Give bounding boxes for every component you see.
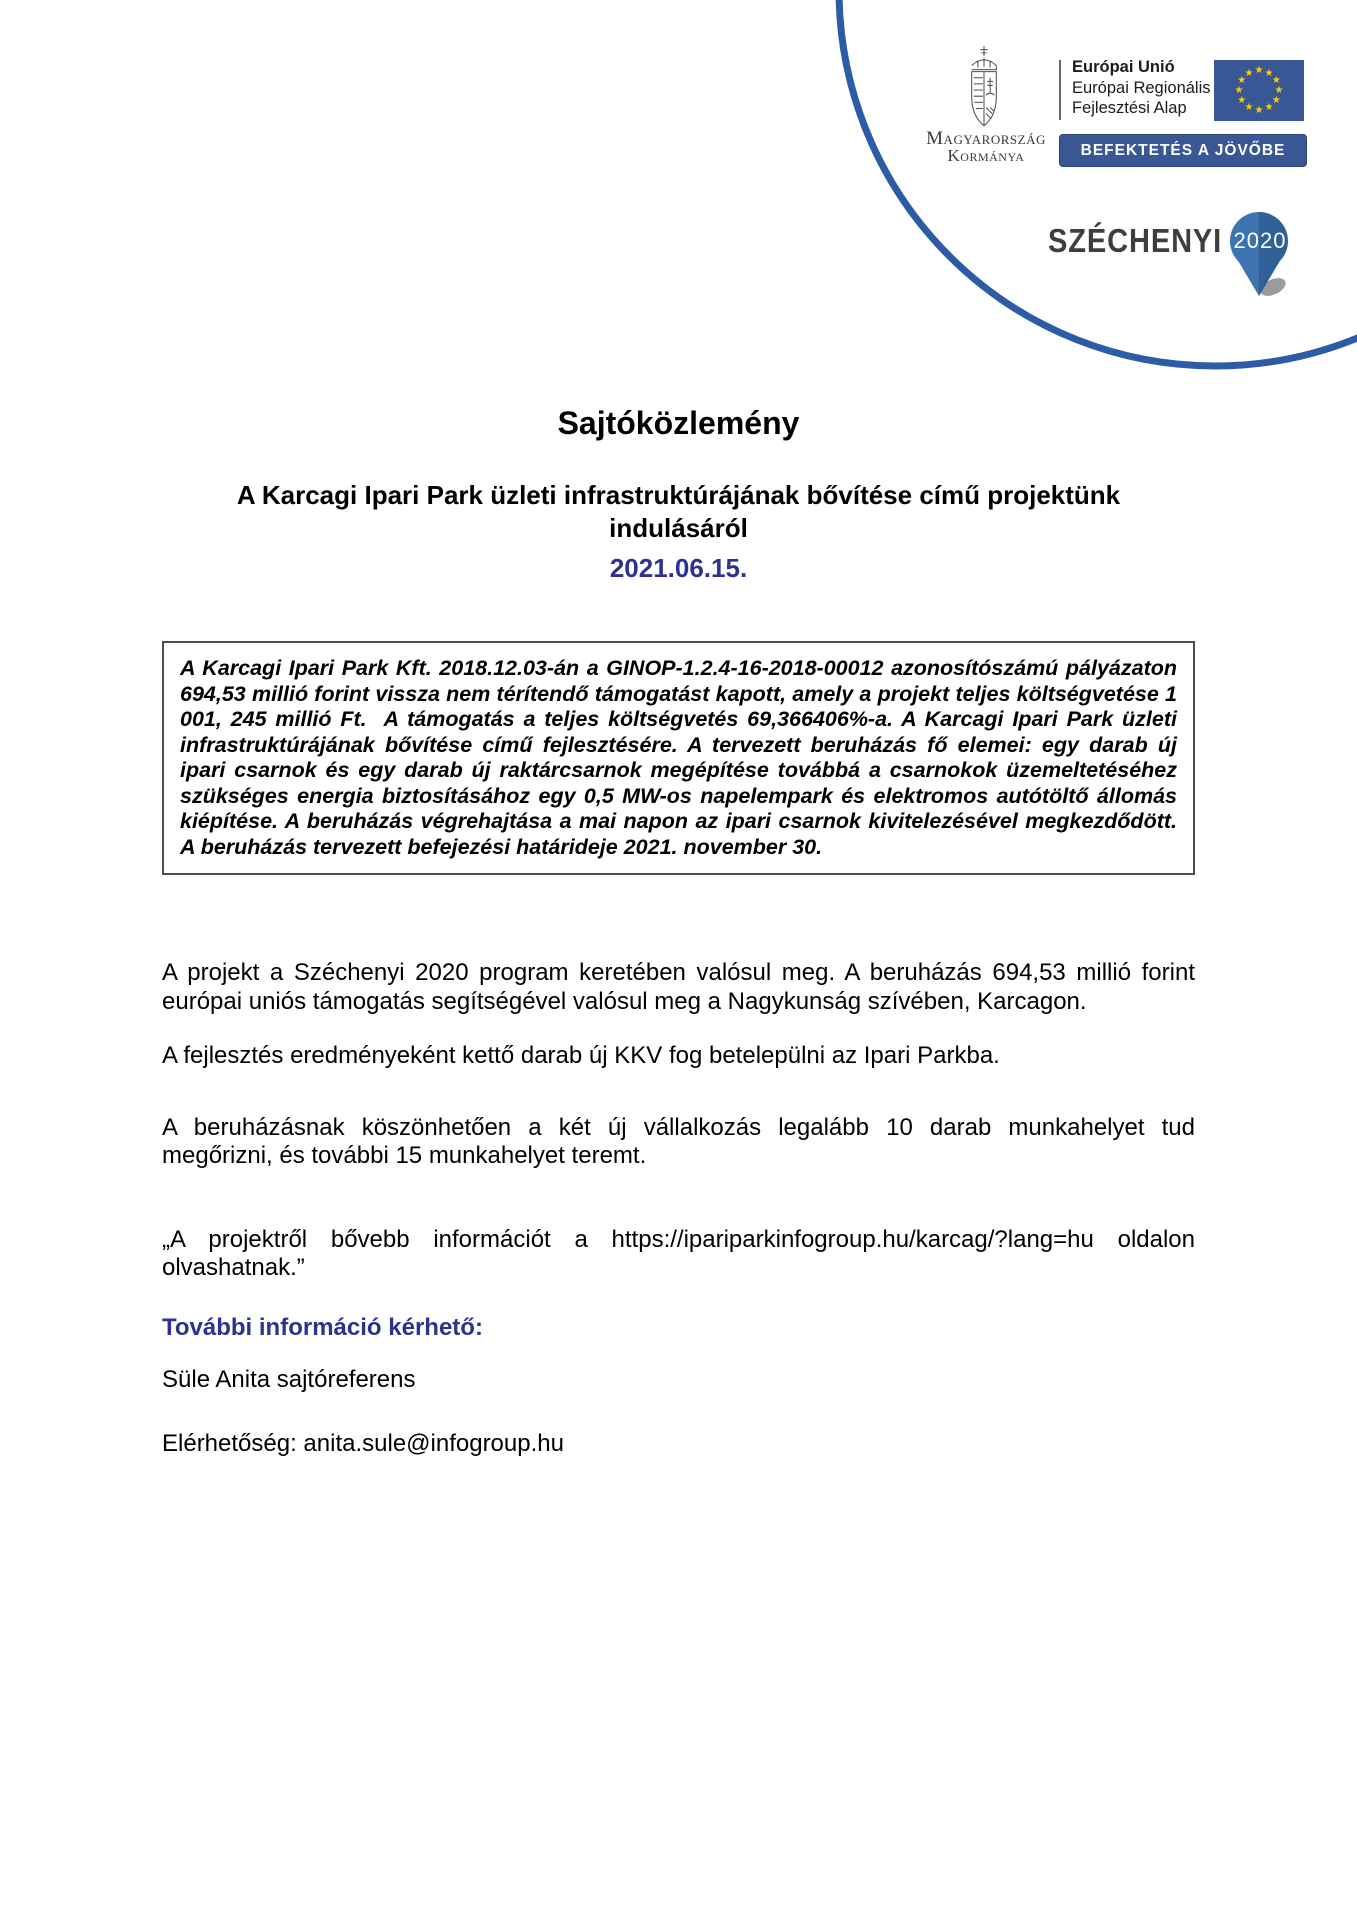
szechenyi-wordmark: SZÉCHENYI xyxy=(1048,222,1223,259)
eu-star-icon: ★ xyxy=(1274,85,1284,96)
eu-star-icon: ★ xyxy=(1244,67,1254,79)
eu-star-icon: ★ xyxy=(1264,67,1274,79)
body-paragraph: A fejlesztés eredményeként kettő darab új KKV fog betelepülni az Ipari Parkba. xyxy=(162,1042,1000,1069)
document-body xyxy=(162,0,1195,1458)
eu-star-icon: ★ xyxy=(1237,75,1247,86)
contact-email-line: Elérhetőség: anita.sule@infogroup.hu xyxy=(162,1429,564,1457)
eu-star-icon: ★ xyxy=(1237,95,1247,106)
investment-badge: BEFEKTETÉS A JÖVŐBE xyxy=(1059,134,1307,167)
body-paragraph-with-url: „A projektről bővebb információt a https://ipariparkinfogroup.hu/karcag/?lang=hu oldalon olvashatnak.” xyxy=(162,1225,1195,1281)
eu-star-icon: ★ xyxy=(1271,95,1281,106)
more-info-heading: További információ kérhető: xyxy=(162,1313,483,1341)
eu-fund-line3: Fejlesztési Alap xyxy=(1072,99,1187,117)
eu-fund-line1: Európai Unió xyxy=(1072,58,1175,76)
eu-fund-line2: Európai Regionális xyxy=(1072,78,1211,97)
document-date: 2021.06.15. xyxy=(609,553,748,583)
body-paragraph: A projekt a Széchenyi 2020 program keretében valósul meg. A beruházás 694,53 millió forint európai uniós támogatás segítségével valósul meg a Nagykunság szívében, Karcagon. xyxy=(162,959,1195,1015)
eu-star-icon: ★ xyxy=(1244,102,1254,114)
document-subtitle: A Karcagi Ipari Park üzleti infrastruktúrájának bővítése című projektünk indulásáról xyxy=(236,480,1121,543)
eu-flag-icon xyxy=(1214,60,1304,121)
body-paragraph: A beruházásnak köszönhetően a két új vállalkozás legalább 10 darab munkahelyet tud megőrizni, és további 15 munkahelyet teremt. xyxy=(162,1113,1195,1169)
eu-star-icon: ★ xyxy=(1264,102,1274,114)
page-title: Sajtóközlemény xyxy=(557,405,800,441)
government-line1: Magyarország xyxy=(926,128,1046,149)
lead-summary-box: A Karcagi Ipari Park Kft. 2018.12.03-án a GINOP-1.2.4-16-2018-00012 azonosítószámú pályázaton 694,53 millió forint vissza nem térítendő támogatást kapott, amely a projekt teljes költségvetése 1 001, 245 millió Ft. A támogatás a teljes költségvetés 69,366406%-a. A Karcagi Ipari Park üzleti infrastruktúrájának bővítése című fejlesztésére. A tervezett beruházás fő elemei: egy darab új ipari csarnok és egy darab új raktárcsarnok megépítése továbbá a csarnokok üzemeltetéséhez szükséges energia biztosításához egy 0,5 MW-os napelempark és elektromos autótöltő állomás kiépítése. A beruházás végrehajtása a mai napon az ipari csarnok kivitelezésével megkezdődött. A beruházás tervezett befejezési határideje 2021. november 30. xyxy=(162,641,1195,875)
szechenyi-year-label: 2020 xyxy=(1233,228,1287,253)
eu-star-icon: ★ xyxy=(1271,75,1281,86)
eu-star-icon: ★ xyxy=(1254,65,1264,76)
contact-name: Süle Anita sajtóreferens xyxy=(162,1366,416,1393)
government-line2: Kormánya xyxy=(947,146,1025,165)
eu-star-icon: ★ xyxy=(1234,85,1244,96)
eu-star-icon: ★ xyxy=(1254,105,1264,116)
